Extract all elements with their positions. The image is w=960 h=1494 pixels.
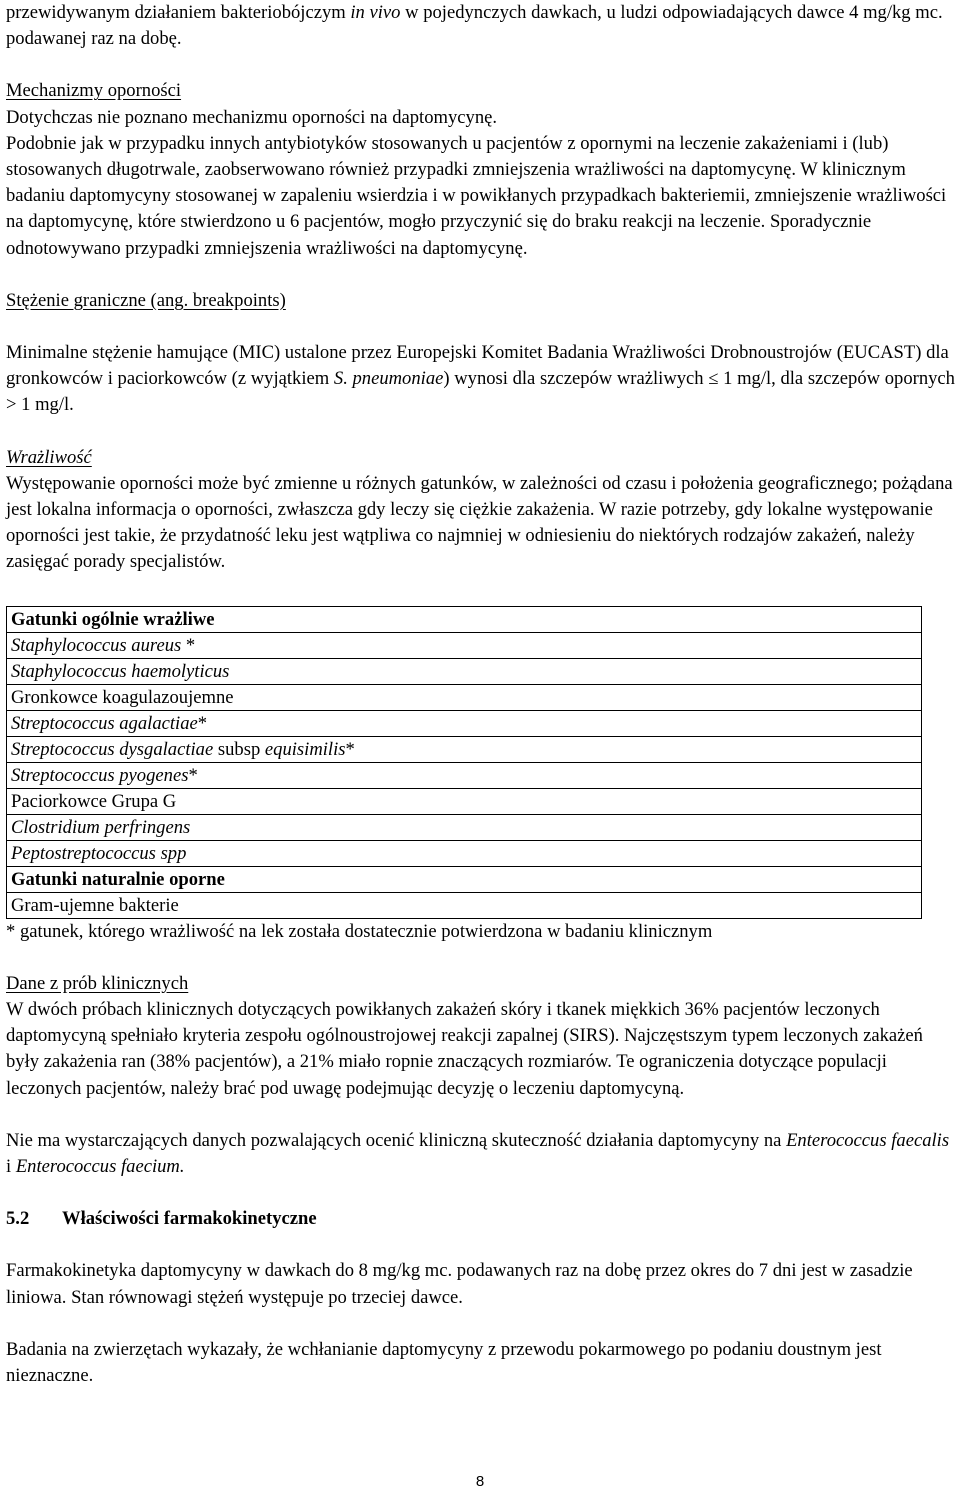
susceptibility-paragraph: Występowanie oporności może być zmienne u różnych gatunków, w zależności od czasu i położenia geograficznego; pożądana jest lokalna informacja o oporności, zwłaszcza gdy leczy się ciężkie zakażenia. W razie potrzeby, gdy lokalne występowanie oporności jest takie, że przydatność leku jest wątpliwa co najmniej w odniesieniu do niektórych rodzajów zakażeń, należy zasięgać porady specjalistów. (6, 472, 953, 573)
table-row: Staphylococcus haemolyticus (7, 658, 922, 684)
page-number: 8 (475, 1473, 485, 1490)
clinical-heading: Dane z prób klinicznych (6, 972, 189, 994)
header-susceptible: Gatunki ogólnie wrażliwe (7, 606, 922, 632)
intro-paragraph: przewidywanym działaniem bakteriobójczym in vivo w pojedynczych dawkach, u ludzi odpowiadających dawce 4 mg/kg mc. podawanej raz na dobę. (6, 2, 943, 50)
table-row: Peptostreptococcus spp (7, 840, 922, 866)
resistance-line: Dotychczas nie poznano mechanizmu oporności na daptomycynę. (6, 106, 498, 128)
clinical-paragraph: W dwóch próbach klinicznych dotyczących powikłanych zakażeń skóry i tkanek miękkich 36% pacjentów leczonych daptomycyną spełniało kryteria zespołu ogólnoustrojowej reakcji zapalnej (SIRS). Najczęstszym typem leczonych zakażeń były zakażenia ran (38% pacjentów), a 21% miało ropnie znaczących rozmiarów. Te ograniczenia dotyczące populacji leczonych pacjentów, należy brać pod uwagę podejmując decyzję o leczeniu daptomycyną. (6, 999, 923, 1099)
section-heading (6, 1206, 956, 1232)
table-row: Staphylococcus aureus * (7, 632, 922, 658)
pk-paragraph-2: Badania na zwierzętach wykazały, że wchłanianie daptomycyny z przewodu pokarmowego po podaniu doustnym jest nieznaczne. (6, 1338, 882, 1387)
resistance-paragraph: Podobnie jak w przypadku innych antybiotyków stosowanych u pacjentów z opornymi na leczenie zakażeniami i (lub) stosowanych długotrwale, zaobserwowano również przypadki zmniejszenia wrażliwości na daptomycynę. W klinicznym badaniu daptomycyny stosowanej w zapaleniu wsierdzia i w powikłanych przypadkach bakteriemii, zmniejszenie wrażliwości na daptomycynę, które stwierdzono u 6 pacjentów, mogło przyczynić się do braku reakcji na leczenie. Sporadycznie odnotowywano przypadki zmniejszenia wrażliwości na daptomycynę. (6, 132, 947, 259)
table-row: Gronkowce koagulazoujemne (7, 684, 922, 710)
enterococcus-paragraph: Nie ma wystarczających danych pozwalających ocenić kliniczną skuteczność działania daptomycyny na Enterococcus faecalis i Enterococcus faecium. (6, 1129, 950, 1178)
table-row (7, 866, 922, 892)
table-row: Gram-ujemne bakterie (7, 892, 922, 918)
pk-paragraph-1: Farmakokinetyka daptomycyny w dawkach do 8 mg/kg mc. podawanych raz na dobę przez okres do 7 dni jest w zasadzie liniowa. Stan równowagi stężeń występuje po trzeciej dawce. (6, 1260, 913, 1308)
section-title: Właściwości farmakokinetyczne (62, 1208, 317, 1230)
document-page (6, 0, 956, 1389)
table-row: Clostridium perfringens (7, 814, 922, 840)
table-row: Paciorkowce Grupa G (7, 788, 922, 814)
species-table (6, 606, 922, 919)
section-number: 5.2 (6, 1208, 30, 1230)
header-resistant: Gatunki naturalnie oporne (7, 866, 922, 892)
less-equal-symbol: ≤ (708, 368, 719, 390)
breakpoints-paragraph: Minimalne stężenie hamujące (MIC) ustalone przez Europejski Komitet Badania Wrażliwości Drobnoustrojów (EUCAST) dla gronkowców i paciorkowców (z wyjątkiem S. pneumoniae) wynosi dla szczepów wrażliwych ≤ 1 mg/l, dla szczepów opornych > 1 mg/l. (6, 342, 955, 416)
resistance-heading: Mechanizmy oporności (6, 80, 182, 102)
table-footnote: * gatunek, którego wrażliwość na lek została dostatecznie potwierdzona w badaniu klinicznym (6, 920, 713, 942)
table-row: Streptococcus agalactiae* (7, 710, 922, 736)
breakpoints-heading: Stężenie graniczne (ang. breakpoints) (6, 289, 286, 311)
susceptibility-heading: Wrażliwość (6, 446, 92, 468)
table-row: Streptococcus pyogenes* (7, 762, 922, 788)
table-row (7, 606, 922, 632)
table-row: Streptococcus dysgalactiae subsp equisimilis* (7, 736, 922, 762)
